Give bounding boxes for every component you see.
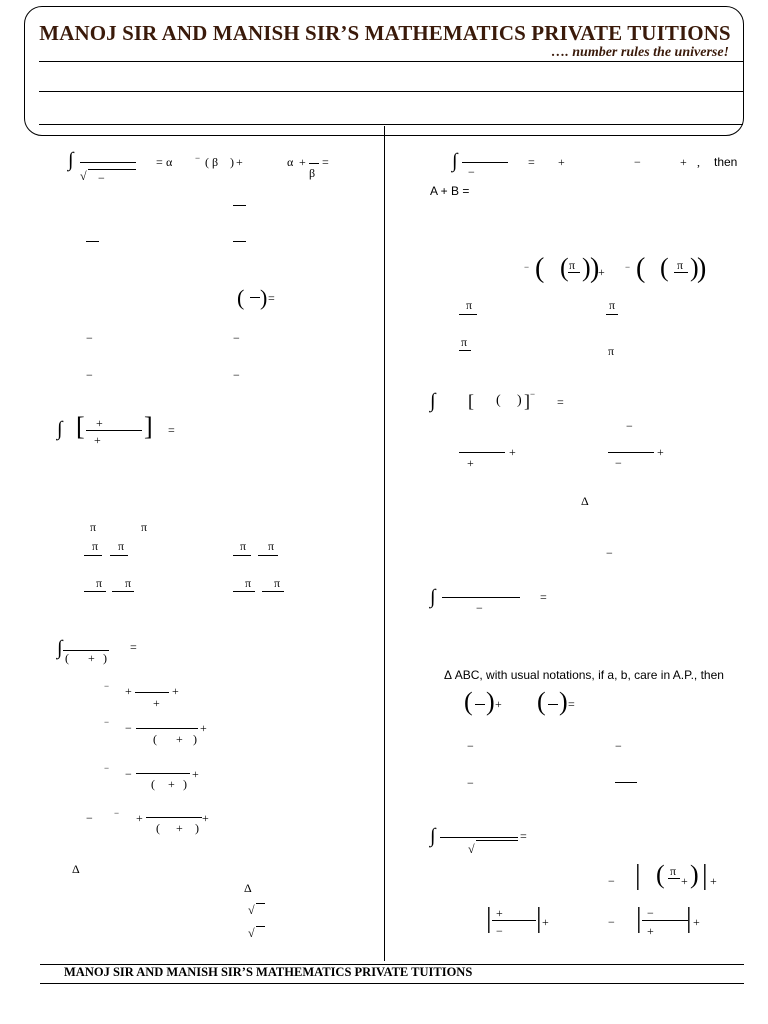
fraction-bar (86, 430, 142, 431)
fraction-bar (262, 591, 284, 592)
open-paren: ( (65, 651, 69, 665)
close-bracket: ] (524, 391, 530, 411)
close-paren: ) (559, 687, 568, 716)
radical-bar (256, 926, 265, 927)
plus-sign: + (202, 811, 209, 825)
open-paren: ( (496, 393, 501, 408)
open-paren: ( (156, 821, 160, 835)
minus-sign: − (634, 155, 641, 169)
plus-sign: + (299, 155, 306, 169)
close-paren: ) (230, 155, 234, 169)
minus-sign: − (608, 915, 615, 929)
fraction-bar (475, 704, 485, 705)
fraction-bar (492, 920, 536, 921)
plus-sign: + (496, 906, 503, 920)
open-paren: ( (537, 687, 546, 716)
sqrt-sign: √ (248, 903, 255, 917)
integral-sign: ∫ (430, 390, 436, 412)
close-bracket: ] (144, 412, 153, 441)
minus-sign: − (125, 721, 132, 735)
superscript-minus: − (530, 389, 536, 399)
close-paren: ) (517, 393, 522, 408)
option-minus: − (615, 739, 622, 753)
pi-symbol: π (118, 539, 125, 553)
plus-sign: + (558, 155, 565, 169)
fraction-bar (459, 350, 471, 351)
fraction-bar (146, 817, 202, 818)
open-paren: ( (237, 285, 245, 310)
open-bracket: [ (76, 412, 85, 441)
close-paren: ) (183, 777, 187, 791)
plus-sign: + (96, 416, 103, 430)
header-title: MANOJ SIR AND MANISH SIR’S MATHEMATICS PRIVATE TUITIONS (39, 21, 731, 45)
header-box (24, 6, 744, 136)
open-paren: ( (660, 253, 669, 282)
plus-sign: + (136, 811, 143, 825)
option-fraction-bar (233, 205, 246, 206)
alpha-symbol: α (166, 155, 173, 169)
pi-symbol: π (274, 576, 281, 590)
fraction-bar (462, 162, 508, 163)
beta-symbol: β (212, 155, 219, 169)
superscript-minus: − (625, 262, 631, 272)
sqrt-sign: √ (468, 842, 475, 856)
plus-sign: + (680, 155, 687, 169)
fraction-bar (440, 837, 518, 838)
pi-symbol: π (268, 539, 275, 553)
header-rule-3 (39, 124, 743, 125)
close-paren: ) (697, 253, 707, 284)
alpha-symbol: α (287, 155, 294, 169)
equals-sign: = (322, 155, 329, 169)
fraction-bar (309, 163, 319, 164)
plus-sign: + (200, 721, 207, 735)
close-paren: ) (486, 687, 495, 716)
sqrt-sign: √ (80, 169, 87, 183)
beta-symbol: β (309, 166, 316, 180)
plus-sign: + (647, 924, 654, 938)
plus-sign: + (168, 777, 175, 791)
delta-symbol: Δ (581, 494, 589, 508)
open-paren: ( (636, 253, 646, 284)
open-paren: ( (560, 253, 569, 282)
comma: , (697, 155, 700, 169)
header-rule-1 (39, 61, 743, 62)
option-fraction-bar (233, 241, 246, 242)
equals-sign: = (540, 590, 547, 604)
pi-symbol: π (96, 576, 103, 590)
fraction-bar (668, 878, 680, 879)
option-minus: − (233, 368, 240, 382)
option-minus: − (467, 739, 474, 753)
pi-symbol: π (141, 520, 148, 534)
superscript-minus: − (104, 681, 110, 691)
integral-sign: ∫ (430, 586, 436, 608)
minus-sign: − (626, 419, 633, 433)
plus-sign: + (598, 265, 605, 279)
close-paren: ) (590, 253, 600, 284)
integral-sign: ∫ (452, 150, 458, 172)
superscript-minus: − (195, 153, 201, 163)
option-minus: − (86, 331, 93, 345)
pi-symbol: π (461, 335, 468, 349)
plus-sign: + (657, 445, 664, 459)
pi-symbol: π (245, 576, 252, 590)
fraction-bar (84, 555, 102, 556)
minus-sign: − (608, 874, 615, 888)
header-rule-2 (39, 91, 743, 92)
open-paren: ( (464, 687, 473, 716)
superscript-minus: − (104, 763, 110, 773)
option-minus: − (233, 331, 240, 345)
minus-sign: − (496, 924, 503, 938)
abs-bar: | (536, 903, 542, 934)
fraction-bar (112, 591, 134, 592)
plus-sign: + (88, 651, 95, 665)
fraction-bar (642, 920, 688, 921)
minus-sign: − (98, 171, 105, 185)
option-minus: − (86, 368, 93, 382)
plus-sign: + (176, 732, 183, 746)
close-paren: ) (582, 253, 591, 282)
fraction-bar (442, 597, 520, 598)
fraction-bar (233, 555, 251, 556)
option-fraction-bar (615, 782, 637, 783)
plus-sign: + (509, 445, 516, 459)
plus-sign: + (153, 696, 160, 710)
minus-sign: − (125, 767, 132, 781)
fraction-bar (459, 452, 505, 453)
minus-sign: − (476, 601, 483, 615)
close-paren: ) (195, 821, 199, 835)
delta-symbol: Δ (72, 862, 80, 876)
fraction-bar (606, 314, 618, 315)
fraction-bar (548, 704, 558, 705)
plus-sign: + (710, 874, 717, 888)
plus-sign: + (693, 915, 700, 929)
option-fraction-bar (86, 241, 99, 242)
plus-sign: + (495, 697, 502, 711)
close-paren: ) (193, 732, 197, 746)
fraction-bar (135, 692, 169, 693)
close-paren: ) (690, 860, 699, 889)
question-text: Δ ABC, with usual notations, if a, b, care in A.P., then (444, 668, 724, 682)
equals-sign: = (168, 423, 175, 437)
minus-sign: − (615, 456, 622, 470)
close-paren: ) (103, 651, 107, 665)
superscript-minus: − (104, 717, 110, 727)
abs-bar: | (486, 903, 492, 934)
fraction-bar (258, 555, 278, 556)
plus-sign: + (236, 155, 243, 169)
radical-bar (88, 169, 136, 170)
radical-bar (476, 840, 518, 841)
plus-sign: + (681, 874, 688, 888)
equals-sign: = (528, 155, 535, 169)
footer-title: MANOJ SIR AND MANISH SIR’S MATHEMATICS PRIVATE TUITIONS (64, 965, 473, 979)
pi-symbol: π (609, 298, 616, 312)
minus-sign: − (468, 165, 475, 179)
minus-sign: − (606, 546, 613, 560)
equals-sign: = (130, 640, 137, 654)
equals-sign: = (156, 155, 163, 169)
option-minus: − (467, 776, 474, 790)
plus-sign: + (542, 915, 549, 929)
pi-symbol: π (240, 539, 247, 553)
pi-symbol: π (608, 344, 615, 358)
fraction-bar (568, 272, 580, 273)
radical-bar (256, 903, 265, 904)
plus-sign: + (176, 821, 183, 835)
open-paren: ( (205, 155, 209, 169)
equals-sign: = (557, 395, 564, 409)
integral-sign: ∫ (68, 149, 74, 171)
minus-sign: − (647, 906, 654, 920)
pi-symbol: π (670, 864, 677, 878)
pi-symbol: π (90, 520, 97, 534)
abs-bar: | (686, 903, 692, 934)
fraction-bar (233, 591, 255, 592)
plus-sign: + (192, 767, 199, 781)
footer-rule-bottom (40, 983, 744, 984)
open-paren: ( (151, 777, 155, 791)
abs-bar: | (636, 903, 642, 934)
sqrt-sign: √ (248, 926, 255, 940)
abs-bar: | (702, 860, 708, 891)
equals-sign: = (520, 829, 527, 843)
pi-symbol: π (125, 576, 132, 590)
plus-sign: + (125, 684, 132, 698)
minus-sign: − (86, 811, 93, 825)
close-paren: ) (260, 285, 268, 310)
fraction-bar (608, 452, 654, 453)
fraction-bar (84, 591, 106, 592)
open-paren: ( (656, 860, 665, 889)
plus-sign: + (172, 684, 179, 698)
header-tagline: …. number rules the universe! (551, 45, 729, 60)
pi-symbol: π (92, 539, 99, 553)
pi-symbol: π (466, 298, 473, 312)
integral-sign: ∫ (57, 418, 63, 440)
fraction-bar (250, 297, 260, 298)
fraction-bar (674, 272, 688, 273)
abs-bar: | (635, 860, 641, 891)
integral-sign: ∫ (57, 637, 63, 659)
open-paren: ( (153, 732, 157, 746)
close-paren: ) (690, 253, 699, 282)
fraction-bar (136, 773, 190, 774)
pi-symbol: π (569, 258, 576, 272)
integral-sign: ∫ (430, 825, 436, 847)
pi-symbol: π (677, 258, 684, 272)
equals-sign: = (568, 697, 575, 711)
open-bracket: [ (468, 391, 474, 411)
plus-sign: + (467, 456, 474, 470)
superscript-minus: − (114, 808, 120, 818)
fraction-bar (80, 162, 136, 163)
delta-symbol: Δ (244, 881, 252, 895)
superscript-minus: − (524, 262, 530, 272)
plus-sign: + (94, 433, 101, 447)
fraction-bar (459, 314, 477, 315)
fraction-bar (110, 555, 128, 556)
equals-sign: = (268, 291, 275, 305)
a-plus-b-label: A + B = (430, 184, 470, 198)
column-divider (384, 126, 385, 961)
then-label: then (714, 155, 738, 169)
fraction-bar (136, 728, 198, 729)
open-paren: ( (535, 253, 545, 284)
